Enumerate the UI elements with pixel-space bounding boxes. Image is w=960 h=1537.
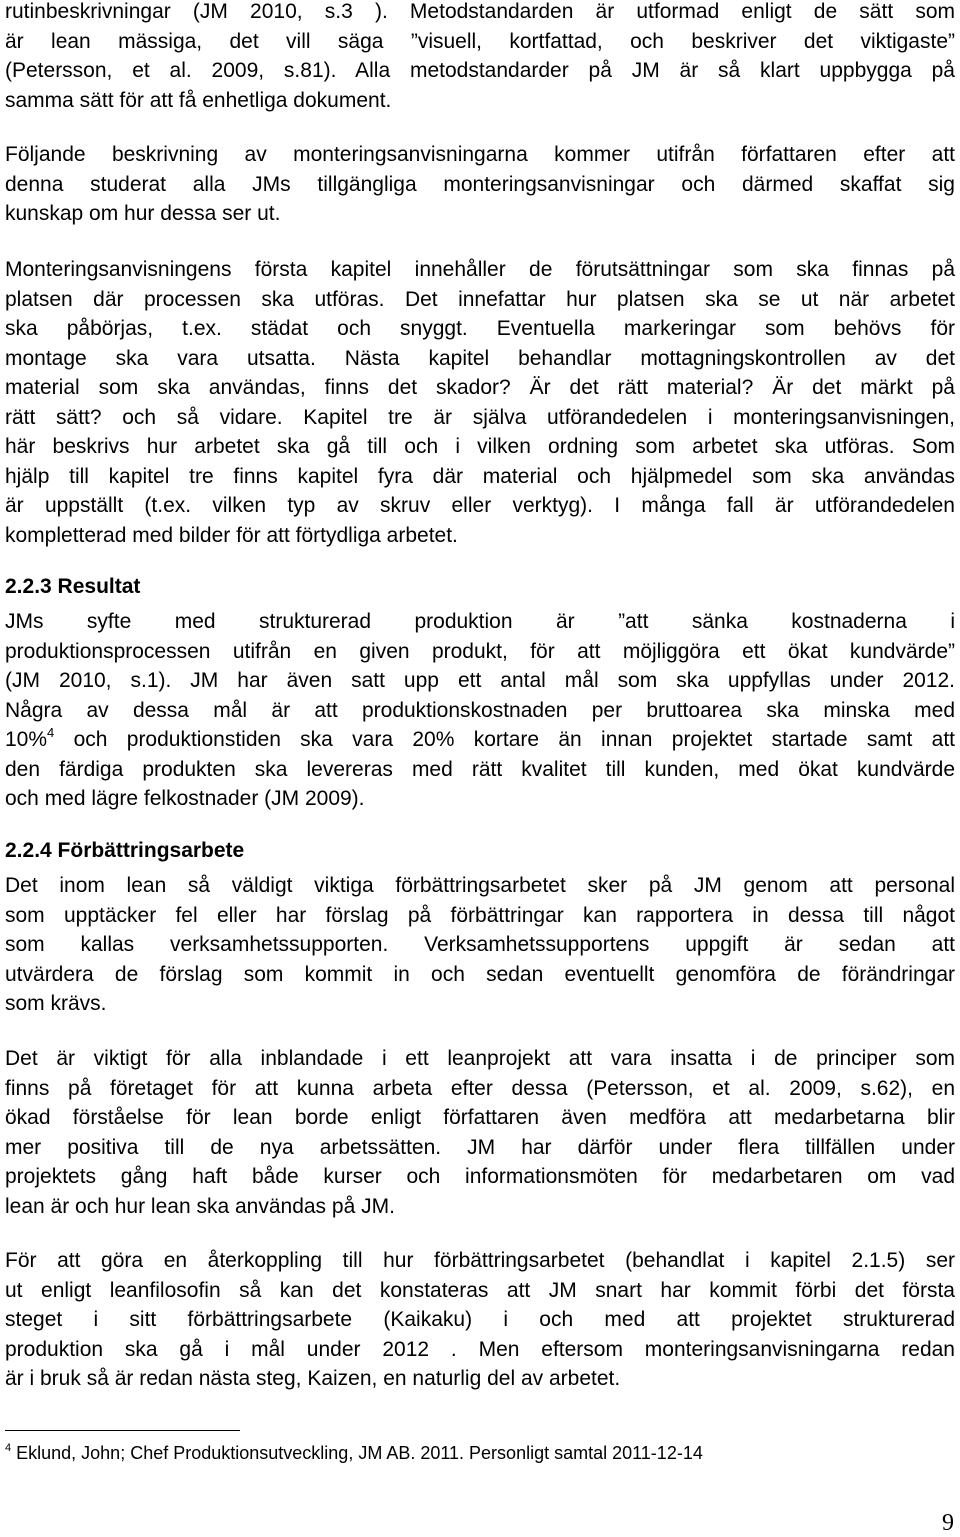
text-line: ska påbörjas, t.ex. städat och snyggt. Eventuella markeringar som behövs för (5, 317, 955, 340)
text-line: Följande beskrivning av monteringsanvisningarna kommer utifrån författaren efter att (5, 143, 955, 166)
text-line: som kallas verksamhetssupporten. Verksamhetssupportens uppgift är sedan att (5, 933, 955, 956)
text-line: produktionsprocessen utifrån en given produkt, för att möjliggöra ett ökat kundvärde” (5, 639, 955, 663)
text-line: Några av dessa mål är att produktionskostnaden per bruttoarea ska minska med (5, 698, 955, 722)
text-line: den färdiga produkten ska levereras med rätt kvalitet till kunden, med ökat kundvärde (5, 757, 955, 781)
text-line: Monteringsanvisningens första kapitel innehåller de förutsättningar som ska finnas på (5, 258, 955, 281)
text-line: är i bruk så är redan nästa steg, Kaizen, en naturlig del av arbetet. (5, 1367, 621, 1390)
text-line: (JM 2010, s.1). JM har även satt upp ett antal mål som ska uppfyllas under 2012. (5, 669, 955, 692)
page-number: 9 (942, 1510, 954, 1536)
text-line: produktion ska gå i mål under 2012 . Men eftersom monteringsanvisningarna redan (5, 1337, 955, 1361)
text-fragment: 10% (5, 728, 48, 751)
footnote (5, 1441, 703, 1465)
text-line: utvärdera de förslag som kommit in och sedan eventuellt genomföra de förändringar (5, 962, 955, 986)
text-line: montage ska vara utsatta. Nästa kapitel behandlar mottagningskontrollen av det (5, 346, 955, 370)
paragraph-resultat (5, 607, 955, 814)
paragraph-method-standard (5, 0, 955, 115)
text-line: är lean mässiga, det vill säga ”visuell, kortfattad, och beskriver det viktigaste” (5, 29, 955, 53)
text-line (5, 725, 955, 755)
text-line: kompletterad med bilder för att förtydliga arbetet. (5, 523, 458, 547)
text-fragment: och produktionstiden ska vara 20% kortare än innan projektet startade samt att (54, 728, 955, 751)
paragraph-improvement-work (5, 871, 955, 1019)
text-line: kunskap om hur dessa ser ut. (5, 202, 281, 225)
footnote-marker: 4 (5, 1442, 12, 1454)
text-line: ut enligt leanfilosofin så kan det konstateras att JM snart har kommit förbi det första (5, 1278, 955, 1302)
paragraph-description-intro (5, 140, 955, 229)
footnote-reference: 4 (47, 725, 55, 740)
text-line: platsen där processen ska utföras. Det innefattar hur platsen ska se ut när arbetet (5, 287, 955, 311)
text-line: är uppställt (t.ex. vilken typ av skruv eller verktyg). I många fall är utförandedelen (5, 494, 955, 517)
text-line: JMs syfte med strukturerad produktion är ”att sänka kostnaderna i (5, 610, 955, 633)
text-line: Det är viktigt för alla inblandade i ett leanprojekt att vara insatta i de principer som (5, 1047, 955, 1070)
text-line: finns på företaget för att kunna arbeta efter dessa (Petersson, et al. 2009, s.62), en (5, 1076, 955, 1100)
text-line: som upptäcker fel eller har förslag på förbättringar kan rapportera in dessa till något (5, 903, 955, 927)
text-line: samma sätt för att få enhetliga dokument. (5, 88, 392, 112)
text-line: (Petersson, et al. 2009, s.81). Alla metodstandarder på JM är så klart uppbygga på (5, 59, 955, 82)
text-line: hjälp till kapitel tre finns kapitel fyra där material och hjälpmedel som ska användas (5, 464, 955, 488)
text-line: lean är och hur lean ska användas på JM. (5, 1194, 395, 1218)
text-line: och med lägre felkostnader (JM 2009). (5, 787, 365, 810)
section-heading-resultat: 2.2.3 Resultat (5, 575, 141, 598)
paragraph-lean-principles (5, 1044, 955, 1221)
text-line: som krävs. (5, 992, 107, 1015)
text-line: mer positiva till de nya arbetssätten. JM har därför under flera tillfällen under (5, 1135, 955, 1159)
text-line: För att göra en återkoppling till hur förbättringsarbetet (behandlat i kapitel 2.1.5) ser (5, 1249, 955, 1272)
paragraph-chapters (5, 255, 955, 550)
section-heading-forbattringsarbete: 2.2.4 Förbättringsarbete (5, 839, 245, 862)
text-line: ökad förståelse för lean borde enligt författaren även medföra att medarbetarna blir (5, 1106, 955, 1129)
footnote-text: Eklund, John; Chef Produktionsutveckling, JM AB. 2011. Personligt samtal 2011-12-14 (11, 1443, 703, 1463)
text-line: Det inom lean så väldigt viktiga förbättringsarbetet sker på JM genom att personal (5, 874, 955, 897)
text-line: rätt sätt? och så vidare. Kapitel tre är själva utförandedelen i monteringsanvisningen, (5, 405, 955, 429)
text-line: projektets gång haft både kurser och informationsmöten för medarbetaren om vad (5, 1165, 955, 1188)
text-line: rutinbeskrivningar (JM 2010, s.3 ). Metodstandarden är utformad enligt de sätt som (5, 0, 955, 23)
footnote-divider (5, 1430, 240, 1431)
text-line: material som ska användas, finns det skador? Är det rätt material? Är det märkt på (5, 376, 955, 399)
text-line: här beskrivs hur arbetet ska gå till och i vilken ordning som arbetet ska utföras. Som (5, 435, 955, 458)
text-line: denna studerat alla JMs tillgängliga monteringsanvisningar och därmed skaffat sig (5, 172, 955, 196)
text-line: steget i sitt förbättringsarbete (Kaikaku) i och med att projektet strukturerad (5, 1308, 955, 1331)
paragraph-feedback (5, 1246, 955, 1394)
